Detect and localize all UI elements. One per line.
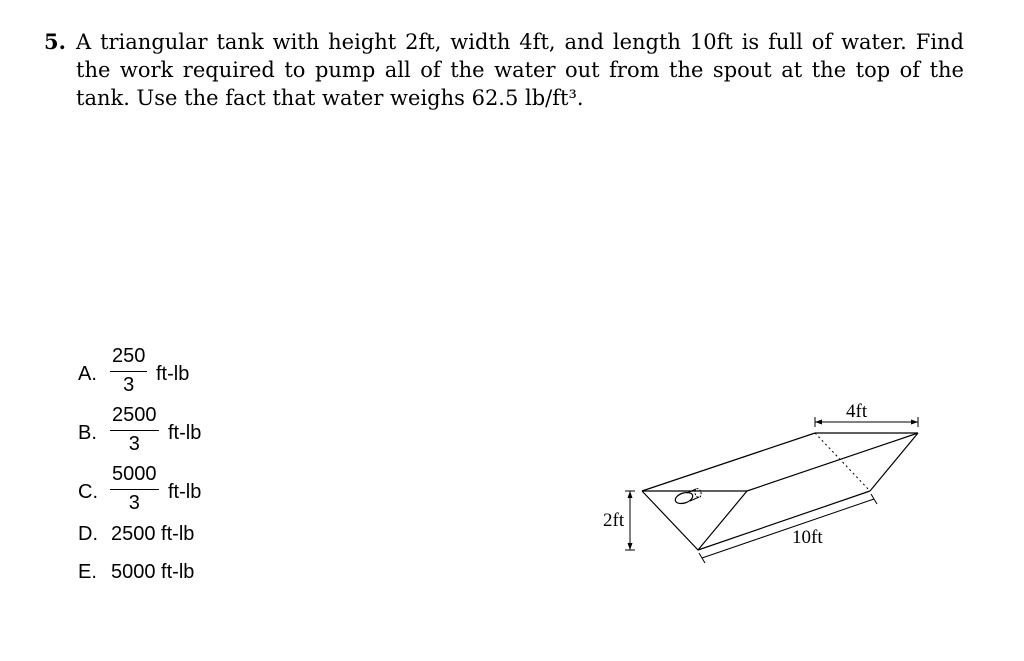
denominator: 3 [123, 374, 135, 396]
length-dimension-line [702, 499, 874, 558]
width-label: 4ft [846, 401, 868, 422]
tank-top-right-edge [747, 433, 918, 491]
denominator: 3 [128, 433, 140, 455]
problem-statement [44, 28, 964, 112]
choice-letter: C. [78, 481, 98, 503]
fraction [110, 404, 159, 456]
choice-value: 2500 ft-lb [111, 523, 195, 545]
fraction [110, 463, 159, 515]
tank-bottom-ridge [698, 491, 870, 550]
numerator: 2500 [112, 404, 157, 426]
unit: ft-lb [156, 363, 190, 385]
fraction-bar [110, 430, 159, 431]
tank-diagram [590, 395, 930, 570]
tank-near-face [642, 491, 747, 550]
problem-text: A triangular tank with height 2ft, width 4ft, and length 10ft is full of water. Find the work required to pump all of the water out from the spout at the top of the tank. Use the fact that water weighs 62.5 lb/ft³. [76, 30, 964, 110]
denominator: 3 [128, 492, 140, 514]
choice-letter: A. [78, 363, 97, 385]
choice-letter: D. [78, 523, 98, 545]
fraction [110, 345, 147, 397]
height-label: 2ft [603, 510, 625, 531]
numerator: 5000 [112, 463, 157, 485]
choice-letter: E. [78, 561, 97, 583]
fraction-bar [110, 489, 159, 490]
problem-number: 5. [44, 29, 66, 54]
tank-hidden-edge [815, 433, 870, 491]
choice-value: 5000 ft-lb [111, 561, 195, 583]
spout-icon [674, 490, 694, 505]
numerator: 250 [112, 345, 146, 367]
choice-letter: B. [78, 422, 97, 444]
length-label: 10ft [792, 527, 823, 548]
unit: ft-lb [168, 481, 202, 503]
tank-top-left-edge [642, 433, 815, 491]
fraction-bar [110, 371, 147, 372]
unit: ft-lb [168, 422, 202, 444]
